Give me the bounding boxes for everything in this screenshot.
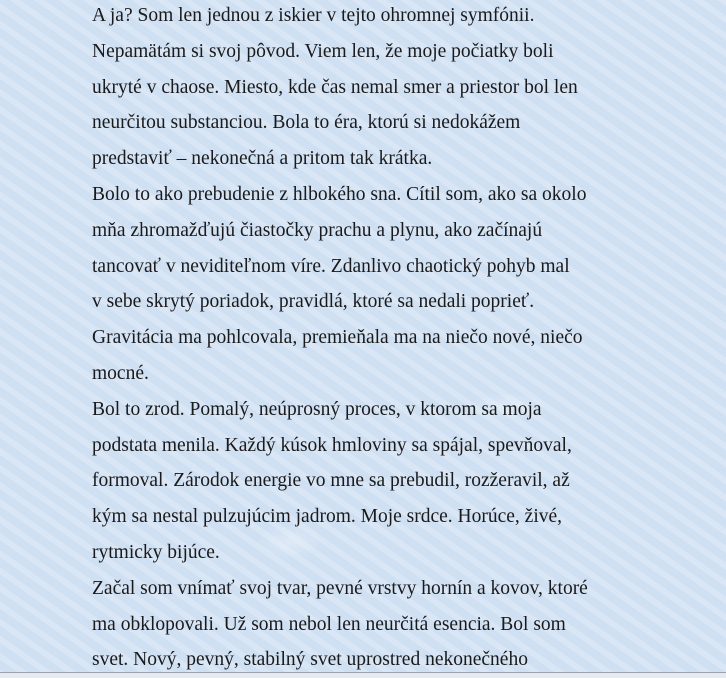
text-line: predstaviť – nekonečná a pritom tak krátka. xyxy=(92,148,433,170)
text-line: v sebe skrytý poriadok, pravidlá, ktoré sa nedali poprieť. xyxy=(92,291,535,313)
text-line: tancovať v neviditeľnom víre. Zdanlivo chaotický pohyb mal xyxy=(92,255,570,277)
text-line: rytmicky bijúce. xyxy=(92,541,220,563)
text-line: mňa zhromažďujú čiastočky prachu a plynu, ako začínajú xyxy=(92,219,543,241)
text-line: mocné. xyxy=(92,362,149,384)
document-body xyxy=(92,0,712,678)
text-line: formoval. Zárodok energie vo mne sa prebudil, rozžeravil, až xyxy=(92,470,570,492)
text-line: neurčitou substanciou. Bola to éra, ktorú si nedokážem xyxy=(92,112,521,134)
text-line: ukryté v chaose. Miesto, kde čas nemal smer a priestor bol len xyxy=(92,76,578,98)
text-line: A ja? Som len jednou z iskier v tejto ohromnej symfónii. xyxy=(92,5,535,26)
text-line: podstata menila. Každý kúsok hmloviny sa spájal, spevňoval, xyxy=(92,434,572,456)
text-line: Gravitácia ma pohlcovala, premieňala ma na niečo nové, niečo xyxy=(92,327,583,349)
text-line: Nepamätám si svoj pôvod. Viem len, že moje počiatky boli xyxy=(92,40,554,62)
text-line: Bol to zrod. Pomalý, neúprosný proces, v ktorom sa moja xyxy=(92,398,542,420)
text-line: ma obklopovali. Už som nebol len neurčitá esencia. Bol som xyxy=(92,613,566,635)
text-line: Bolo to ako prebudenie z hlbokého sna. Cítil som, ako sa okolo xyxy=(92,183,587,205)
bottom-edge xyxy=(0,672,726,678)
text-line: Začal som vnímať svoj tvar, pevné vrstvy hornín a kovov, ktoré xyxy=(92,577,588,599)
text-line: kým sa nestal pulzujúcim jadrom. Moje srdce. Horúce, živé, xyxy=(92,506,563,528)
text-line: svet. Nový, pevný, stabilný svet uprostred nekonečného xyxy=(92,649,528,671)
